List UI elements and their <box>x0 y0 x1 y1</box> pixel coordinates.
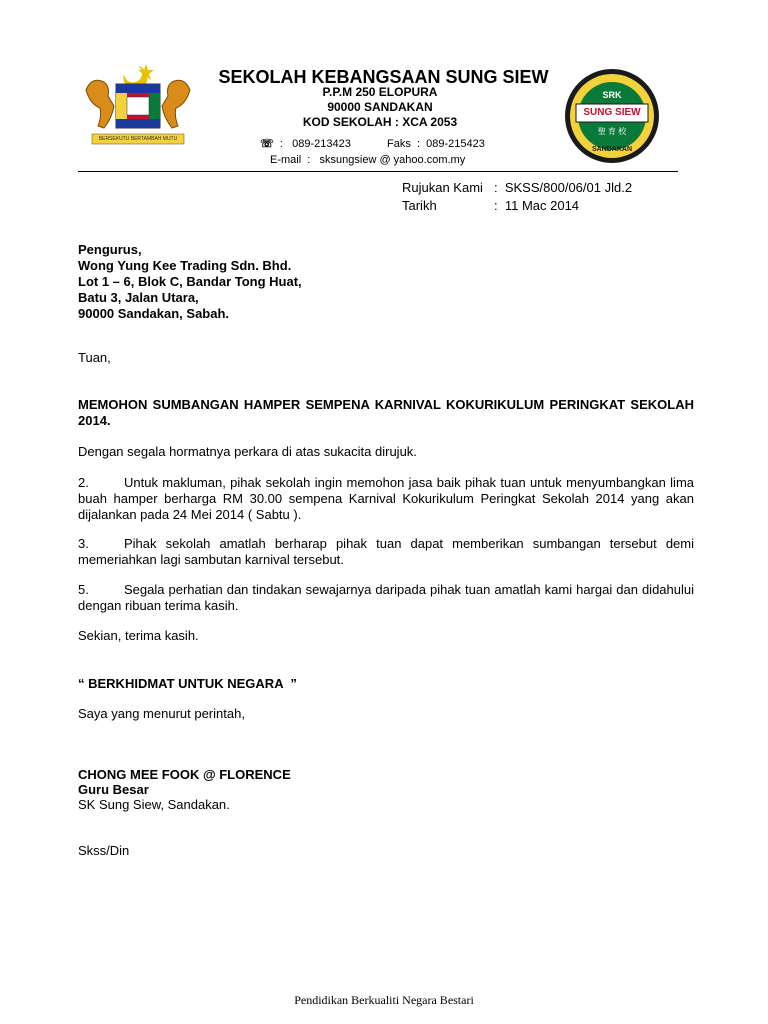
school-badge-logo <box>562 66 662 166</box>
address-line-2: 90000 SANDAKAN <box>327 100 433 114</box>
closing-line: Sekian, terima kasih. <box>78 628 199 643</box>
footer-tagline: Pendidikan Berkualiti Negara Bestari <box>294 993 474 1007</box>
recipient-line-4: Batu 3, Jalan Utara, <box>78 290 199 305</box>
paragraph-3-number: 3. <box>78 536 89 551</box>
motto: “ BERKHIDMAT UNTUK NEGARA ” <box>78 676 297 691</box>
date-row: Tarikh : 11 Mac 2014 <box>402 198 580 213</box>
paragraph-2-number: 2. <box>78 475 89 490</box>
badge-chinese-text: 聖 育 校 <box>597 127 627 136</box>
reference-label: Rujukan Kami <box>402 180 483 195</box>
email-label: E-mail <box>270 154 302 166</box>
paragraph-5-text: Segala perhatian dan tindakan sewajarnya daripada pihak tuan amatlah kami hargai dan didahului dengan ribuan terima kasih. <box>78 582 694 613</box>
signatory-school-name: SK Sung Siew <box>78 797 161 812</box>
paragraph-2-text: Untuk makluman, pihak sekolah ingin memohon jasa baik pihak tuan untuk menyumbangkan lima buah hamper berharga RM 30.00 sempena Karnival Kokurikulum Peringkat Sekolah 2014 yang akan dijalankan pada 24 Mei 2014 ( Sabtu ). <box>78 475 694 522</box>
signatory-title: Guru Besar <box>78 782 149 797</box>
sign-off: Saya yang menurut perintah, <box>78 706 245 721</box>
subject-line: MEMOHON SUMBANGAN HAMPER SEMPENA KARNIVAL KOKURIKULUM PERINGKAT SEKOLAH 2014. <box>78 397 694 428</box>
badge-bottom-text: SANDAKAN <box>591 146 633 153</box>
recipient-line-5: 90000 Sandakan, Sabah. <box>78 306 230 321</box>
reference-initials: Skss/Din <box>78 843 130 858</box>
paragraph-5 <box>78 582 694 614</box>
signatory-name: CHONG MEE FOOK @ FLORENCE <box>78 767 291 782</box>
address-line-1: P.P.M 250 ELOPURA <box>322 85 438 99</box>
badge-name-text: SUNG SIEW <box>583 107 641 118</box>
recipient-line-2: Wong Yung Kee Trading Sdn. Bhd. <box>78 258 292 273</box>
reference-row: Rujukan Kami : SKSS/800/06/01 Jld.2 <box>402 180 633 195</box>
email-row: E-mail : sksungsiew @ yahoo.com.my <box>270 154 466 166</box>
header-divider <box>78 171 678 172</box>
school-name: SEKOLAH KEBANGSAAN SUNG SIEW <box>218 67 549 87</box>
fax-number: 089-215423 <box>426 138 485 150</box>
paragraph-2 <box>78 475 694 523</box>
school-code: KOD SEKOLAH : XCA 2053 <box>302 115 458 129</box>
phone-icon: ☏ <box>260 138 274 150</box>
crest-motto: BERSEKUTU BERTAMBAH MUTU <box>98 136 178 142</box>
paragraph-3 <box>78 536 694 568</box>
phone-number: 089-213423 <box>292 138 351 150</box>
date-label: Tarikh <box>402 198 437 213</box>
salutation: Tuan, <box>78 350 111 365</box>
email-address: sksungsiew @ yahoo.com.my <box>319 154 466 166</box>
signatory-school <box>78 797 230 813</box>
reference-value: SKSS/800/06/01 Jld.2 <box>504 180 633 195</box>
fax-label: Faks <box>386 138 411 150</box>
contact-row: ☏ : 089-213423 Faks : 089-215423 <box>260 138 485 150</box>
date-value: 11 Mac 2014 <box>504 198 580 213</box>
recipient-line-1: Pengurus, <box>78 242 142 257</box>
recipient-line-3: Lot 1 – 6, Blok C, Bandar Tong Huat, <box>78 274 302 289</box>
signatory-town: , Sandakan. <box>160 797 230 812</box>
intro-paragraph: Dengan segala hormatnya perkara di atas sukacita dirujuk. <box>78 444 417 459</box>
paragraph-3-text: Pihak sekolah amatlah berharap pihak tuan dapat memberikan sumbangan tersebut demi memeriahkan lagi sambutan karnival tersebut. <box>78 536 694 567</box>
badge-top-text: SRK <box>602 90 622 100</box>
paragraph-5-number: 5. <box>78 582 89 597</box>
